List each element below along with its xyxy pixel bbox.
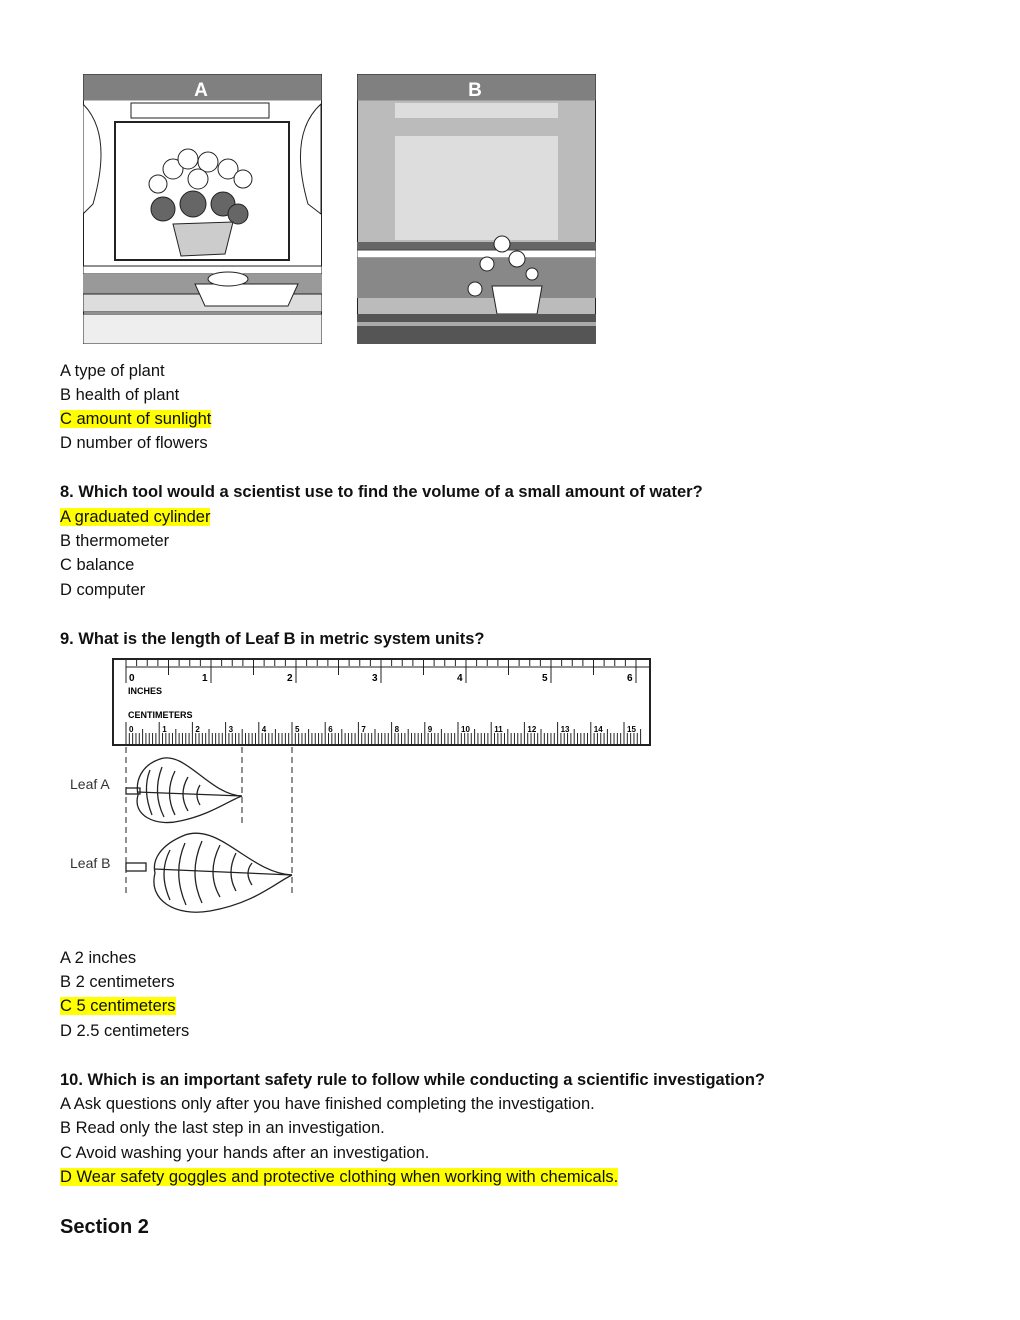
q9-option-a[interactable] [60,947,136,969]
q7-option-d[interactable] [60,432,208,454]
leaf-b-drawing [126,833,292,912]
option-text: D 2.5 centimeters [60,1022,190,1040]
inch-number: 0 [129,673,135,684]
section-heading: Section 2 [60,1216,149,1238]
cm-number: 2 [195,725,200,734]
inch-number: 4 [457,673,463,684]
inch-number: 3 [372,673,378,684]
q9-option-b[interactable] [60,971,175,993]
ruler-and-leaves-figure [60,655,660,920]
cm-number: 3 [228,725,234,734]
inches-label: INCHES [128,686,163,696]
option-text-highlighted: C 5 centimeters [60,997,176,1015]
plant-window-illustration-a [83,74,322,344]
option-text: A Ask questions only after you have finished completing the investigation. [60,1095,595,1113]
panel-b-label: B [468,80,482,101]
option-text: C Avoid washing your hands after an investigation. [60,1144,430,1162]
q8-option-d[interactable] [60,579,145,601]
q10-option-a[interactable] [60,1093,595,1115]
inch-number: 2 [287,673,293,684]
q8-question: 8. Which tool would a scientist use to find the volume of a small amount of water? [60,483,703,501]
leaf-b-label: Leaf B [70,855,111,871]
cm-number: 9 [427,725,433,734]
leaf-a-label: Leaf A [70,776,110,792]
cm-number: 0 [129,725,134,734]
cm-number: 8 [394,725,400,734]
q7-option-b[interactable] [60,384,179,406]
q8-option-c[interactable] [60,554,134,576]
cm-number: 6 [328,725,333,734]
plant-window-illustration-b [357,74,596,344]
cm-number: 10 [461,725,470,734]
option-text: B Read only the last step in an investigation. [60,1119,385,1137]
centimeters-label: CENTIMETERS [128,710,193,720]
option-text-highlighted: D Wear safety goggles and protective clothing when working with chemicals. [60,1168,619,1186]
cm-number: 15 [627,725,636,734]
q7-option-a[interactable] [60,360,165,382]
cm-number: 11 [494,725,503,734]
cm-number: 1 [162,725,167,734]
q7-option-c[interactable] [60,408,211,430]
cm-number: 13 [560,725,570,734]
cm-number: 4 [261,725,267,734]
q10-question: 10. Which is an important safety rule to follow while conducting a scientific investigation? [60,1071,766,1089]
q8-option-b[interactable] [60,530,169,552]
q10-option-c[interactable] [60,1142,429,1164]
option-text: D number of flowers [60,434,208,452]
q9-option-c[interactable] [60,995,176,1017]
option-text: C balance [60,556,135,574]
option-text: D computer [60,581,146,599]
option-text-highlighted: C amount of sunlight [60,410,212,428]
inch-number: 6 [627,673,633,684]
option-text: A type of plant [60,362,165,380]
option-text: B thermometer [60,532,170,550]
cm-number: 7 [361,725,366,734]
cm-number: 5 [295,725,300,734]
panel-a-label: A [194,80,208,101]
cm-number: 12 [527,725,537,734]
q10-option-d[interactable] [60,1166,618,1188]
leaf-a-drawing [126,758,242,823]
option-text: B health of plant [60,386,180,404]
inch-number: 1 [202,673,208,684]
q9-option-d[interactable] [60,1020,189,1042]
option-text: A 2 inches [60,949,137,967]
q9-question: 9. What is the length of Leaf B in metric system units? [60,630,485,648]
inch-number: 5 [542,673,548,684]
option-text-highlighted: A graduated cylinder [60,508,211,526]
q10-option-b[interactable] [60,1117,385,1139]
option-text: B 2 centimeters [60,973,175,991]
cm-number: 14 [593,725,603,734]
q8-option-a[interactable] [60,506,210,528]
